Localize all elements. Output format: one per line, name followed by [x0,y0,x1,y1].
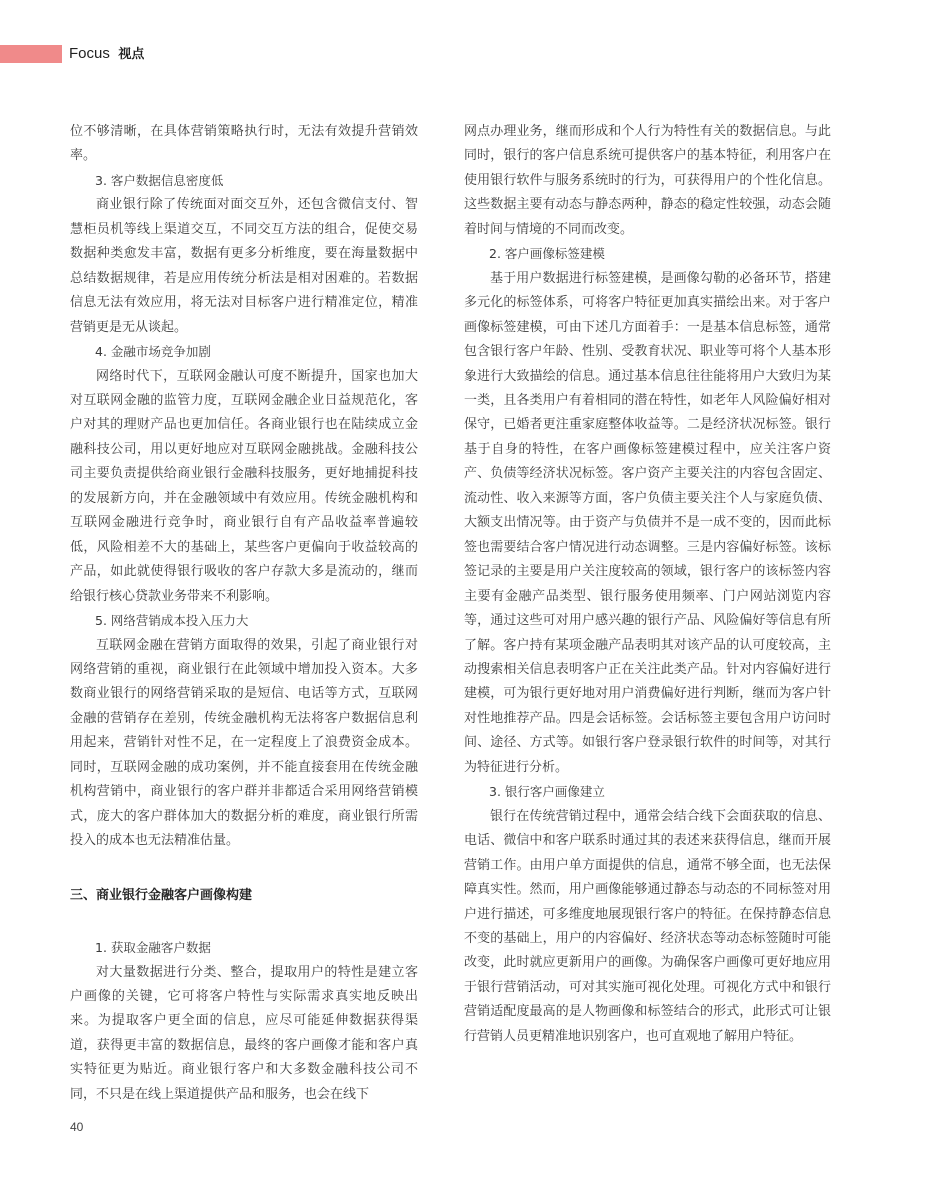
right-subheading-3: 3. 银行客户画像建立 [489,784,605,800]
left-subheading-4: 4. 金融市场竞争加剧 [95,344,211,360]
left-para-5: 对大量数据进行分类、整合，提取用户的特性是建立客户画像的关键，它可将客户特性与实际需求真实地反映出来。为提取客户更全面的信息，应尽可能延伸数据获得渠道，获得更丰富的数据信息，最终的客户画像才能和客户真实特征更为贴近。商业银行客户和大多数金融科技公司不同，不只是在线上渠道提供产品和服务，也会在线下 [70,964,418,1102]
right-subheading-2: 2. 客户画像标签建模 [489,246,605,262]
left-para-2: 商业银行除了传统面对面交互外，还包含微信支付、智慧柜员机等线上渠道交互，不同交互方法的组合，促使交易数据种类愈发丰富，数据有更多分析维度，要在海量数据中总结数据规律，若是应用传统分析法是相对困难的。若数据信息无法有效应用，将无法对目标客户进行精准定位，精准营销更是无从谈起。 [70,197,418,335]
right-para-1: 网点办理业务，继而形成和个人行为特性有关的数据信息。与此同时，银行的客户信息系统可提供客户的基本特征，利用客户在使用银行软件与服务系统时的行为，可获得用户的个性化信息。这些数据主要有动态与静态两种，静态的稳定性较强，动态会随着时间与情境的不同而改变。 [464,124,831,237]
section-title: 三、商业银行金融客户画像构建 [70,887,253,903]
left-subheading-3: 3. 客户数据信息密度低 [95,172,224,188]
right-para-3: 银行在传统营销过程中，通常会结合线下会面获取的信息、电话、微信中和客户联系时通过其的表述来获得信息，继而开展营销工作。由用户单方面提供的信息，通常不够全面，也无法保障真实性。然而，用户画像能够通过静态与动态的不同标签对用户进行描述，可多维度地展现银行客户的特征。在保持静态信息不变的基础上，用户的内容偏好、经济状态等动态标签随时可能改变，此时就应更新用户的画像。为确保客户画像可更好地应用于银行营销活动，可对其实施可视化处理。可视化方式中和银行营销适配度最高的是人物画像和标签结合的形式，此形式可让银行营销人员更精准地识别客户，也可直观地了解用户特征。 [464,808,831,1044]
left-subheading-1: 1. 获取金融客户数据 [95,940,211,956]
left-subheading-5: 5. 网络营销成本投入压力大 [95,613,249,629]
left-column [70,120,418,1107]
page-number: 40 [70,1120,84,1134]
right-column [464,120,831,1049]
right-para-2: 基于用户数据进行标签建模，是画像勾勒的必备环节，搭建多元化的标签体系，可将客户特征更加真实描绘出来。对于客户画像标签建模，可由下述几方面着手：一是基本信息标签，通常包含银行客户年龄、性别、受教育状况、职业等可将个人基本形象进行大致描绘的信息。通过基本信息往往能将用户大致归为某一类，且各类用户有着相同的潜在特性，如老年人风险偏好相对保守，已婚者更注重家庭整体收益等。二是经济状况标签。银行基于自身的特性，在客户画像标签建模过程中，应关注客户资产、负债等经济状况标签。客户资产主要关注的内容包含固定、流动性、收入来源等方面，客户负债主要关注个人与家庭负债、大额支出情况等。由于资产与负债并不是一成不变的，因而此标签也需要结合客户情况进行动态调整。三是内容偏好标签。该标签记录的主要是用户关注度较高的领域，银行客户的该标签内容主要有金融产品类型、银行服务使用频率、门户网站浏览内容等，通过这些可对用户感兴趣的银行产品、风险偏好等信息有所了解。客户持有某项金融产品表明其对该产品的认可度较高，主动搜索相关信息表明客户正在关注此类产品。针对内容偏好进行建模，可为银行更好地对用户消费偏好进行判断，继而为客户针对性地推荐产品。四是会话标签。会话标签主要包含用户访问时间、途径、方式等。如银行客户登录银行软件的时间等，对其行为特征进行分析。 [464,270,831,775]
left-para-1: 位不够清晰，在具体营销策略执行时，无法有效提升营销效率。 [70,124,418,164]
header-accent-bar [0,45,62,63]
header-brand-en: Focus [69,45,110,62]
header-brand-zh: 视点 [118,47,145,62]
section-header [69,45,144,63]
left-para-4: 互联网金融在营销方面取得的效果，引起了商业银行对网络营销的重视，商业银行在此领域中增加投入资本。大多数商业银行的网络营销采取的是短信、电话等方式，互联网金融的营销存在差别，传统金融机构无法将客户数据信息利用起来，营销针对性不足，在一定程度上了浪费资金成本。同时，互联网金融的成功案例，并不能直接套用在传统金融机构营销中，商业银行的客户群并非都适合采用网络营销模式，庞大的客户群体加大的数据分析的难度，商业银行所需投入的成本也无法精准估量。 [70,637,418,849]
left-para-3: 网络时代下，互联网金融认可度不断提升，国家也加大对互联网金融的监管力度，互联网金融企业日益规范化，客户对其的理财产品也更加信任。各商业银行也在陆续成立金融科技公司，用以更好地应对互联网金融挑战。金融科技公司主要负责提供给商业银行金融科技服务，更好地捕捉科技的发展新方向，并在金融领域中有效应用。传统金融机构和互联网金融进行竞争时，商业银行自有产品收益率普遍较低，风险相差不大的基础上，某些客户更偏向于收益较高的产品，如此就使得银行吸收的客户存款大多是流动的，继而给银行核心贷款业务带来不利影响。 [70,368,418,604]
